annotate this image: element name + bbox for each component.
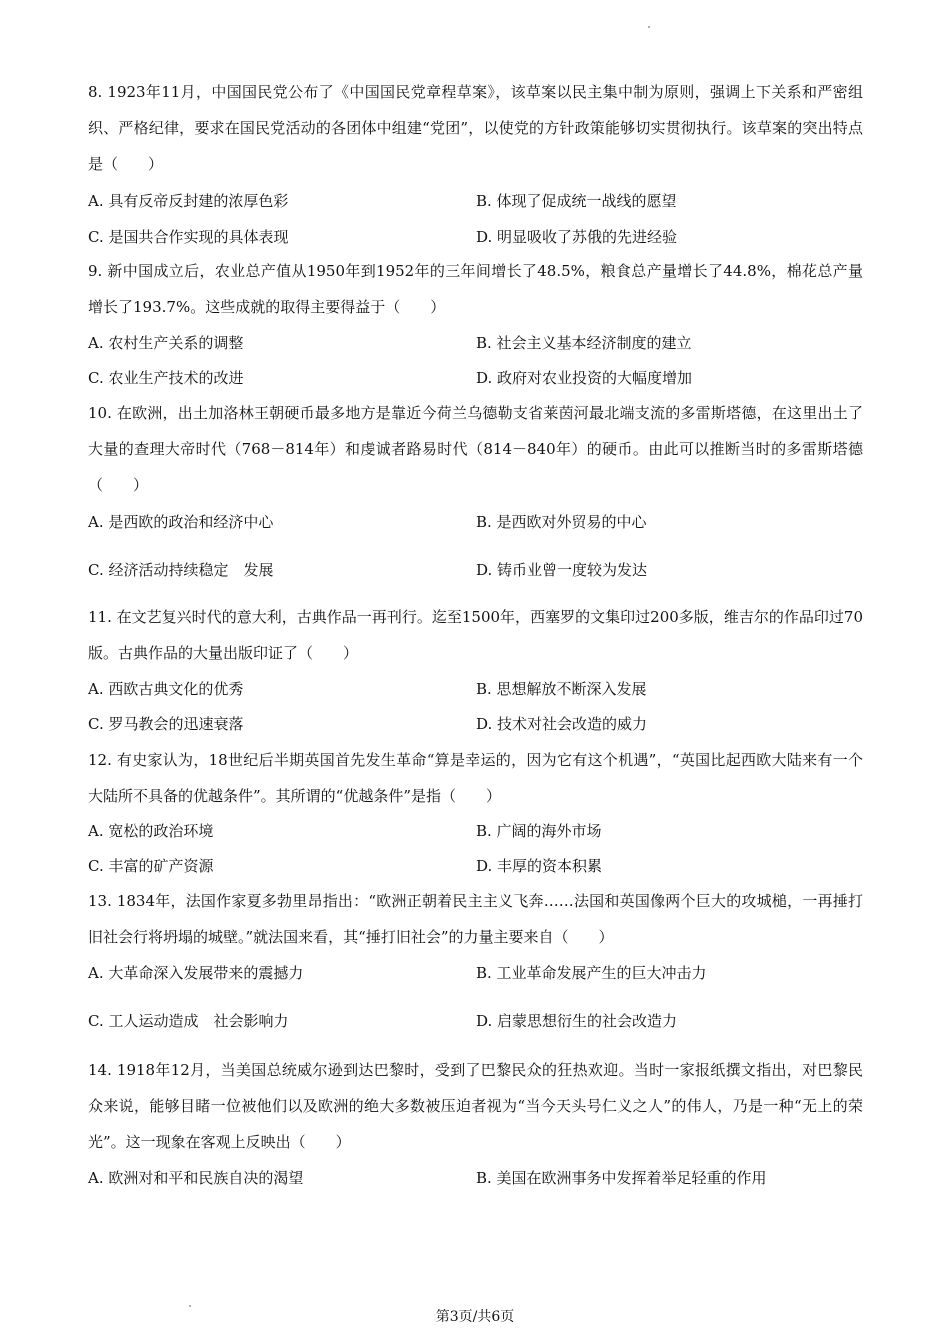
question-11-option-d: D. 技术对社会改造的威力: [476, 715, 648, 733]
question-14-stem: 14. 1918年12月，当美国总统威尔逊到达巴黎时，受到了巴黎民众的狂热欢迎。当时一家报纸撰文指出，对巴黎民众来说，能够目睹一位被他们以及欧洲的绝大多数被压迫者视为“当今天头号仁义之人”的伟人，乃是一种“无上的荣光”。这一现象在客观上反映出（ ）: [88, 1061, 863, 1151]
question-12-option-b: B. 广阔的海外市场: [476, 822, 602, 840]
question-11-option-b: B. 思想解放不断深入发展: [476, 680, 647, 698]
question-12-option-d: D. 丰厚的资本积累: [476, 857, 603, 875]
question-8-option-a: A. 具有反帝反封建的浓厚色彩: [88, 192, 289, 210]
question-12-stem: 12. 有史家认为，18世纪后半期英国首先发生革命“算是幸运的，因为它有这个机遇”，“英国比起西欧大陆来有一个大陆所不具备的优越条件”。其所谓的“优越条件”是指（ ）: [88, 751, 863, 805]
question-10-option-b: B. 是西欧对外贸易的中心: [476, 513, 647, 531]
question-8-stem: 8. 1923年11月，中国国民党公布了《中国国民党章程草案》，该草案以民主集中制为原则，强调上下关系和严密组织、严格纪律，要求在国民党活动的各团体中组建“党团”，以使党的方针政策能够切实贯彻执行。该草案的突出特点是（ ）: [88, 83, 863, 173]
question-11-option-a: A. 西欧古典文化的优秀: [88, 680, 244, 698]
question-8-option-c: C. 是国共合作实现的具体表现: [88, 228, 289, 246]
question-13-option-d: D. 启蒙思想衍生的社会改造力: [476, 1012, 678, 1030]
question-9-stem: 9. 新中国成立后，农业总产值从1950年到1952年的三年间增长了48.5%，粮食总产量增长了44.8%，棉花总产量增长了193.7%。这些成就的取得主要得益于（ ）: [88, 262, 863, 316]
question-9-option-a: A. 农村生产关系的调整: [88, 334, 244, 352]
question-13-option-b: B. 工业革命发展产生的巨大冲击力: [476, 964, 707, 982]
question-11-stem: 11. 在文艺复兴时代的意大利，古典作品一再刊行。迄至1500年，西塞罗的文集印过200多版，维吉尔的作品印过70版。古典作品的大量出版印证了（ ）: [88, 608, 863, 662]
scan-speck: [648, 26, 650, 28]
question-13-option-c: C. 工人运动造成 社会影响力: [88, 1012, 289, 1030]
question-11-option-c: C. 罗马教会的迅速衰落: [88, 715, 244, 733]
question-13-option-a: A. 大革命深入发展带来的震撼力: [88, 964, 304, 982]
page-footer: 第3页/共6页: [435, 1309, 515, 1325]
question-10-option-c: C. 经济活动持续稳定 发展: [88, 561, 274, 579]
question-14-option-a: A. 欧洲对和平和民族自决的渴望: [88, 1169, 304, 1187]
question-9-option-c: C. 农业生产技术的改进: [88, 369, 244, 387]
question-8-option-d: D. 明显吸收了苏俄的先进经验: [476, 228, 678, 246]
question-9-option-d: D. 政府对农业投资的大幅度增加: [476, 369, 693, 387]
question-10-option-a: A. 是西欧的政治和经济中心: [88, 513, 274, 531]
question-10-stem: 10. 在欧洲，出土加洛林王朝硬币最多地方是靠近今荷兰乌德勒支省莱茵河最北端支流的多雷斯塔德，在这里出土了大量的查理大帝时代（768－814年）和虔诚者路易时代（814－840年）的硬币。由此可以推断当时的多雷斯塔德（ ）: [88, 404, 863, 494]
question-12-option-a: A. 宽松的政治环境: [88, 822, 214, 840]
question-13-stem: 13. 1834年，法国作家夏多勃里昂指出：“欧洲正朝着民主主义飞奔……法国和英国像两个巨大的攻城槌，一再捶打旧社会行将坍塌的城壁。”就法国来看，其“捶打旧社会”的力量主要来自（ ）: [88, 892, 863, 946]
question-10-option-d: D. 铸币业曾一度较为发达: [476, 561, 648, 579]
question-12-option-c: C. 丰富的矿产资源: [88, 857, 214, 875]
question-8-option-b: B. 体现了促成统一战线的愿望: [476, 192, 677, 210]
question-9-option-b: B. 社会主义基本经济制度的建立: [476, 334, 692, 352]
question-14-option-b: B. 美国在欧洲事务中发挥着举足轻重的作用: [476, 1169, 767, 1187]
